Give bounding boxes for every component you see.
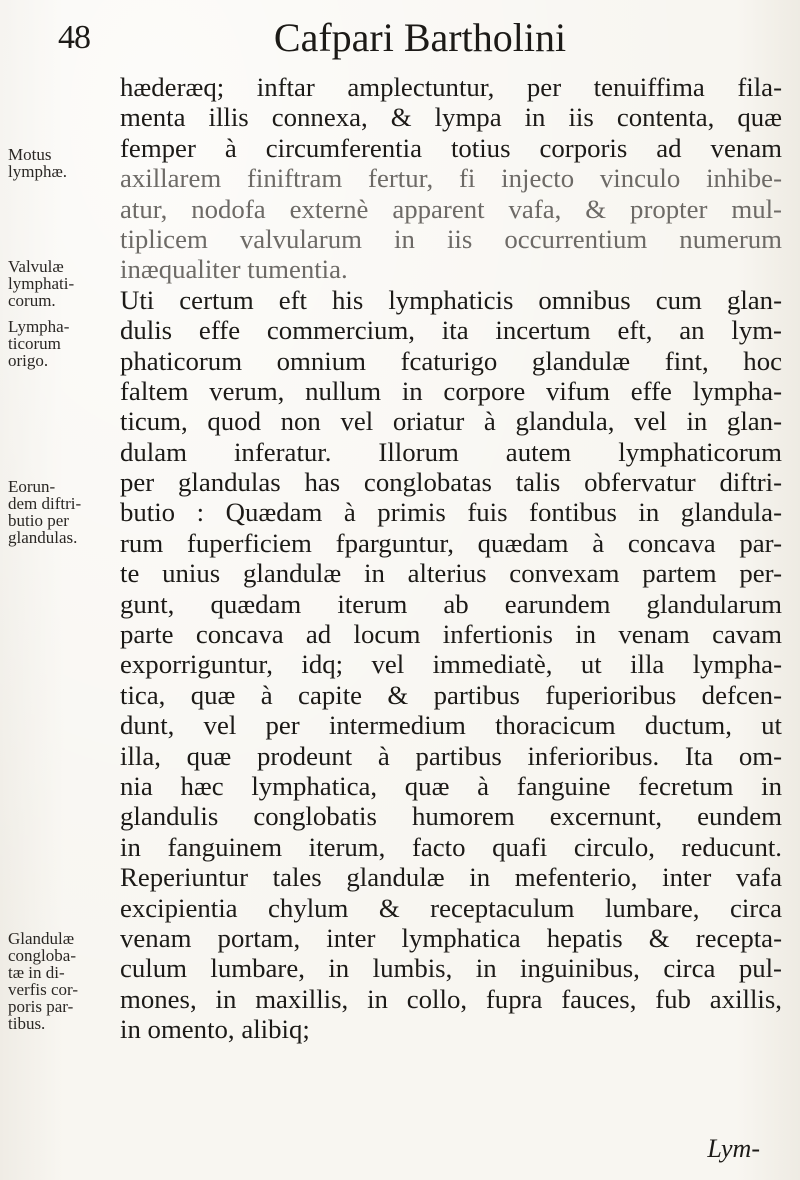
margin-note-line: tibus. <box>8 1014 46 1033</box>
margin-note-line: dem diftri- <box>8 494 82 513</box>
text-line: femper à circumferentia totius corporis ad venam <box>120 132 782 163</box>
margin-note-line: corum. <box>8 291 56 310</box>
body-text <box>120 72 782 1045</box>
margin-note-line: Glandulæ <box>8 929 75 948</box>
text-line: illa, quæ prodeunt à partibus inferioribus. Ita om- <box>120 740 782 771</box>
text-line: in omento, alibiq; <box>120 1014 310 1045</box>
margin-note-glandulae <box>8 930 112 1032</box>
text-line: te unius glandulæ in alterius convexam partem per- <box>120 558 782 589</box>
text-line: parte concava ad locum infertionis in venam cavam <box>120 619 782 650</box>
text-line: gunt, quædam iterum ab earundem glandularum <box>120 588 782 619</box>
margin-note-line: origo. <box>8 351 49 370</box>
text-line: atur, nodofa externè apparent vafa, & propter mul- <box>120 193 782 224</box>
margin-note-line: lymphæ. <box>8 162 68 181</box>
margin-note-line: Valvulæ <box>8 257 64 276</box>
page-number: 48 <box>58 19 90 56</box>
margin-note-line: verfis cor- <box>8 980 78 999</box>
text-line: phaticorum omnium fcaturigo glandulæ fint, hoc <box>120 345 782 376</box>
text-line: inæqualiter tumentia. <box>120 254 348 285</box>
text-line: in fanguinem iterum, facto quafi circulo, reducunt. <box>120 831 782 862</box>
text-line: butio : Quædam à primis fuis fontibus in glandula- <box>120 497 782 528</box>
margin-note-line: congloba- <box>8 946 76 965</box>
running-head: Cafpari Bartholini <box>273 15 567 60</box>
margin-note-line: Lympha- <box>8 317 70 336</box>
text-line: faltem verum, nullum in corpore vifum effe lympha- <box>120 375 782 406</box>
margin-note-distributio <box>8 478 112 546</box>
text-line: mones, in maxillis, in collo, fupra fauces, fub axillis, <box>120 983 782 1014</box>
text-line: dulis effe commercium, ita incertum eft, an lym- <box>120 315 782 346</box>
text-line: ticum, quod non vel oriatur à glandula, vel in glan- <box>120 406 782 437</box>
margin-note-line: ticorum <box>8 334 61 353</box>
margin-note-origo <box>8 318 112 369</box>
margin-note-motus <box>8 146 112 180</box>
text-line: Uti certum eft his lymphaticis omnibus cum glan- <box>120 284 782 315</box>
page-header <box>0 10 800 70</box>
margin-note-line: tæ in di- <box>8 963 65 982</box>
margin-note-line: poris par- <box>8 997 74 1016</box>
text-line: dunt, vel per intermedium thoracicum ductum, ut <box>120 710 782 741</box>
catchword: Lym- <box>707 1134 760 1163</box>
margin-note-line: Motus <box>8 145 52 164</box>
text-line: venam portam, inter lymphatica hepatis & recepta- <box>120 922 782 953</box>
text-line: exporriguntur, idq; vel immediatè, ut illa lympha- <box>120 649 782 680</box>
margin-note-line: butio per <box>8 511 69 530</box>
text-line: tica, quæ à capite & partibus fuperioribus defcen- <box>120 679 782 710</box>
text-line: nia hæc lymphatica, quæ à fanguine fecretum in <box>120 770 782 801</box>
text-line: Reperiuntur tales glandulæ in mefenterio, inter vafa <box>120 862 782 893</box>
margin-note-line: glandulas. <box>8 528 78 547</box>
text-line: axillarem finiftram fertur, fi injecto vinculo inhibe- <box>120 163 782 194</box>
text-line: glandulis conglobatis humorem excernunt, eundem <box>120 801 782 832</box>
text-line: excipientia chylum & receptaculum lumbare, circa <box>120 892 782 923</box>
text-line: rum fuperficiem fparguntur, quædam à concava par- <box>120 527 782 558</box>
margin-note-line: lymphati- <box>8 274 75 293</box>
text-line: culum lumbare, in lumbis, in inguinibus, circa pul- <box>120 953 782 984</box>
text-line: per glandulas has conglobatas talis obfervatur diftri- <box>120 467 782 498</box>
margin-note-valvulae <box>8 258 112 309</box>
text-line: hæderæq; inftar amplectuntur, per tenuiffima fila- <box>120 72 782 102</box>
text-line: dulam inferatur. Illorum autem lymphaticorum <box>120 436 782 467</box>
margin-note-line: Eorun- <box>8 477 56 496</box>
text-line: menta illis connexa, & lympa in iis contenta, quæ <box>120 102 782 133</box>
text-line: tiplicem valvularum in iis occurrentium numerum <box>120 223 782 254</box>
